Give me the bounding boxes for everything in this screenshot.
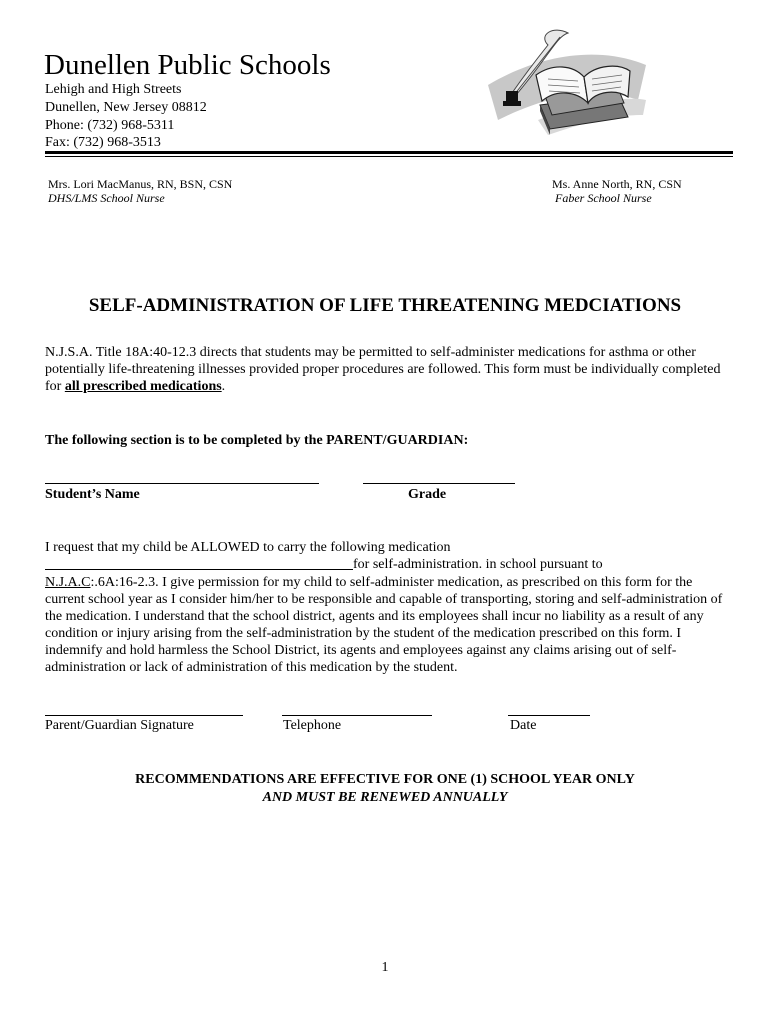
page-number: 1 — [381, 960, 389, 975]
school-name: Dunellen Public Schools — [44, 49, 331, 81]
address-line-1: Lehigh and High Streets — [45, 82, 182, 97]
form-title: SELF-ADMINISTRATION OF LIFE THREATENING MEDCIATIONS — [88, 295, 682, 316]
notice-line-1: RECOMMENDATIONS ARE EFFECTIVE FOR ONE (1) SCHOOL YEAR ONLY — [135, 772, 635, 787]
grade-label: Grade — [408, 487, 447, 502]
student-name-label: Student’s Name — [45, 487, 140, 502]
nurse-1-role: DHS/LMS School Nurse — [48, 191, 165, 205]
nurse-2-name: Ms. Anne North, RN, CSN — [552, 177, 682, 191]
request-body — [45, 574, 730, 676]
books-and-quill-icon — [478, 25, 648, 140]
intro-emphasis: all prescribed medications — [64, 379, 222, 394]
request-line-1: I request that my child be ALLOWED to carry the following medication — [45, 540, 451, 555]
notice-line-2: AND MUST BE RENEWED ANNUALLY — [262, 790, 508, 805]
nurse-2-role: Faber School Nurse — [555, 191, 652, 205]
parent-section-heading: The following section is to be completed by the PARENT/GUARDIAN: — [45, 433, 469, 448]
medication-name-field[interactable] — [45, 569, 353, 570]
fax-number: Fax: (732) 968-3513 — [45, 135, 161, 150]
parent-signature-field[interactable] — [45, 715, 243, 716]
intro-paragraph — [45, 344, 730, 395]
request-body-text: :.6A:16-2.3. I give permission for my child to self-administer medication, as prescribed on this form for the current school year as I consider him/her to be responsible and capable of transporting, storing and self-administration of the medication. I understand that the school district, agents and its employees shall incur no liability as a result of any condition or injury arising from the self-administration by the student of the medication prescribed on this form. I indemnify and hold harmless the School District, its agents and employees against any claims arising out of self-administration or lack of administration of this medication by the student. — [45, 575, 723, 675]
nurse-1-name: Mrs. Lori MacManus, RN, BSN, CSN — [48, 177, 233, 191]
phone-number: Phone: (732) 968-5311 — [45, 118, 175, 133]
signature-label: Parent/Guardian Signature — [45, 718, 194, 733]
intro-end: . — [221, 379, 226, 394]
intro-text: N.J.S.A. Title 18A:40-12.3 directs that students may be permitted to self-administer medications for asthma or other potentially life-threatening illnesses provided proper procedures are followed. This form must be individually completed for — [45, 345, 721, 394]
address-line-2: Dunellen, New Jersey 08812 — [45, 100, 207, 115]
header-rule-thick — [45, 151, 733, 154]
grade-field[interactable] — [363, 483, 515, 484]
student-name-field[interactable] — [45, 483, 319, 484]
telephone-label: Telephone — [283, 718, 342, 733]
header-rule-thin — [45, 156, 733, 157]
date-field[interactable] — [508, 715, 590, 716]
request-line-2: for self-administration. in school pursuant to — [353, 557, 603, 572]
njac-reference: N.J.A.C — [45, 575, 91, 590]
date-label: Date — [510, 718, 537, 733]
telephone-field[interactable] — [282, 715, 432, 716]
